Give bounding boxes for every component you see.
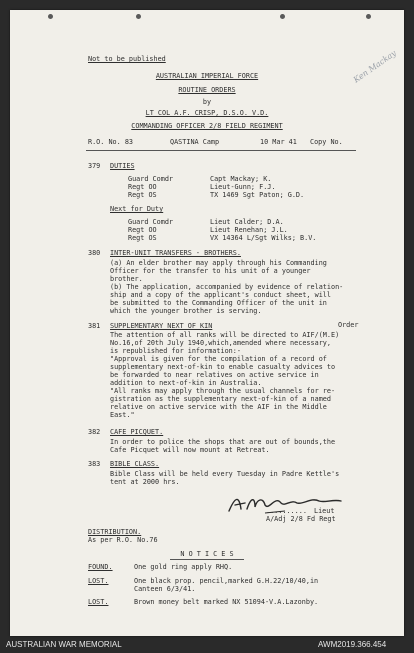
paragraph-line: In order to police the shops that are out of bounds,the	[110, 438, 336, 446]
paragraph-line: The attention of all ranks will be directed to AIF/(M.E)	[110, 331, 340, 339]
lost-label: LOST.	[88, 577, 109, 585]
footer-accession-number: AWM2019.366.454	[318, 640, 387, 649]
punch-holes	[10, 14, 404, 22]
next-duty-role: Regt OS	[128, 234, 157, 242]
item-number: 381	[88, 322, 101, 330]
duty-role: Regt OS	[128, 191, 157, 199]
punch-hole	[366, 14, 371, 19]
not-published-note: Not to be published	[88, 55, 166, 63]
officer-name: LT COL A.F. CRISP, D.S.O. V.D.	[145, 109, 269, 117]
signature-dots: ..........	[266, 507, 307, 515]
document-page	[10, 10, 404, 636]
paragraph-line: "All ranks may apply through the usual channels for re-	[110, 387, 336, 395]
duty-name: TX 1469 Sgt Paton; G.D.	[210, 191, 305, 199]
paragraph-line: relative on active service with the AIF in the Middle	[110, 403, 327, 411]
next-duty-role: Guard Comdr	[128, 218, 174, 226]
lost-text: Brown money belt marked NX 51094-V.A.Lazonby.	[134, 598, 319, 606]
paragraph-line: be forwarded to near relatives on active service in	[110, 371, 319, 379]
order-date: 10 Mar 41	[260, 138, 297, 146]
paragraph-line: supplementary next-of-kin to enable casualty advices to	[110, 363, 336, 371]
next-duty-name: Lieut Renehan; J.L.	[210, 226, 288, 234]
paragraph-line: which the younger brother is serving.	[110, 307, 262, 315]
camp-name: QASTINA Camp	[170, 138, 220, 146]
bible-class-heading: BIBLE CLASS.	[110, 460, 160, 468]
item-number: 379	[88, 162, 101, 170]
paragraph-line: "Approval is given for the compilation of a record of	[110, 355, 327, 363]
lost-text-line: One black prop. pencil,marked G.H.22/10/40,in	[134, 577, 319, 585]
next-duty-heading: Next for Duty	[110, 205, 164, 213]
next-duty-role: Regt OO	[128, 226, 157, 234]
paragraph-line: gistration as the supplementary next-of-kin of a named	[110, 395, 331, 403]
orders-title: ROUTINE ORDERS	[178, 86, 236, 94]
paragraph-line: No.16,of 20th July 1940,which,amended where necessary,	[110, 339, 331, 347]
paragraph-line: (a) An elder brother may apply through his Commanding	[110, 259, 327, 267]
paragraph-line: tent at 2000 hrs.	[110, 478, 180, 486]
duties-heading: DUTIES	[110, 162, 135, 170]
duty-role: Guard Comdr	[128, 175, 174, 183]
punch-hole	[136, 14, 141, 19]
paragraph-line: Officer for the transfer to his unit of a younger	[110, 267, 311, 275]
lost-text-line: Canteen 6/3/41.	[134, 585, 196, 593]
copy-number: Copy No.	[310, 138, 343, 146]
distribution-heading: DISTRIBUTION.	[88, 528, 142, 536]
by-line: by	[202, 98, 212, 106]
header-rule	[86, 150, 356, 151]
ro-number: R.O. No. 83	[88, 138, 134, 146]
notices-heading: N O T I C E S	[180, 550, 234, 558]
paragraph-line: East."	[110, 411, 135, 419]
duty-name: Capt Mackay; K.	[210, 175, 272, 183]
order-word: Order	[338, 321, 359, 329]
item-number: 380	[88, 249, 101, 257]
item-number: 383	[88, 460, 101, 468]
paragraph-line: is republished for information:-	[110, 347, 241, 355]
next-of-kin-heading: SUPPLEMENTARY NEXT OF KIN	[110, 322, 213, 330]
force-title: AUSTRALIAN IMPERIAL FORCE	[155, 72, 259, 80]
paragraph-line: Bible Class will be held every Tuesday in Padre Kettle's	[110, 470, 340, 478]
transfers-heading: INTER-UNIT TRANSFERS - BROTHERS.	[110, 249, 241, 257]
paragraph-line: Cafe Picquet will now mount at Retreat.	[110, 446, 270, 454]
punch-hole	[280, 14, 285, 19]
lost-label: LOST.	[88, 598, 109, 606]
paragraph-line: brother.	[110, 275, 143, 283]
paragraph-line: ship and a copy of the applicant's conduct sheet, will	[110, 291, 331, 299]
cafe-picquet-heading: CAFE PICQUET.	[110, 428, 164, 436]
found-text: One gold ring apply RHQ.	[134, 563, 233, 571]
distribution-text: As per R.O. No.76	[88, 536, 158, 544]
officer-appointment: COMMANDING OFFICER 2/8 FIELD REGIMENT	[131, 122, 283, 130]
signature-rank: Lieut	[314, 507, 335, 515]
next-duty-name: VX 14364 L/Sgt Wilks; B.V.	[210, 234, 317, 242]
duty-role: Regt OO	[128, 183, 157, 191]
paragraph-line: be submitted to the Commanding Officer of the unit in	[110, 299, 327, 307]
item-number: 382	[88, 428, 101, 436]
found-label: FOUND.	[88, 563, 113, 571]
punch-hole	[48, 14, 53, 19]
paragraph-line: addition to next-of-kin in Australia.	[110, 379, 262, 387]
footer-institution: AUSTRALIAN WAR MEMORIAL	[6, 640, 122, 649]
notices-rule	[170, 559, 244, 560]
paragraph-line: (b) The application, accompanied by evidence of relation-	[110, 283, 344, 291]
next-duty-name: Lieut Calder; D.A.	[210, 218, 284, 226]
signature-title: A/Adj 2/8 Fd Regt	[266, 515, 336, 523]
duty-name: Lieut-Gunn; F.J.	[210, 183, 276, 191]
pencil-annotation: Ken Mackay	[351, 48, 398, 85]
